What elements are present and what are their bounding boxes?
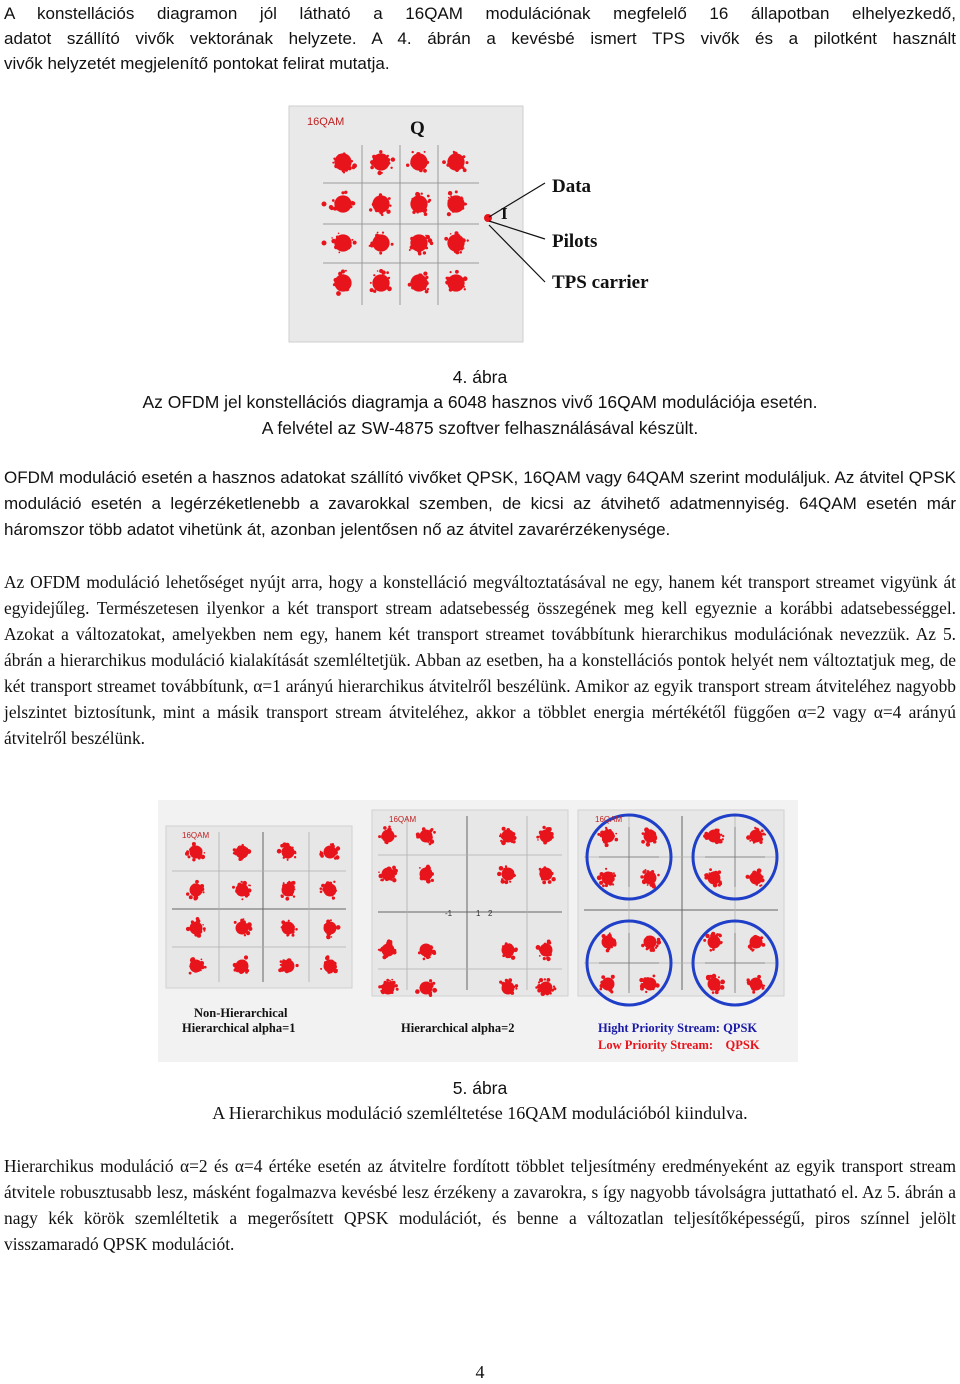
panel-hierarchical-streams	[578, 810, 784, 1005]
tick-label: 1	[476, 909, 481, 918]
tick-label: -1	[445, 909, 453, 918]
page-number: 4	[475, 1362, 485, 1382]
label-hierarchical-alpha-1: Hierarchical alpha=1	[182, 1021, 296, 1035]
panel-non-hierarchical	[166, 826, 352, 988]
intro-line-1: A konstellációs diagramon jól látható a 16QAM modulációnak megfelelő 16 állapotban elhelyezkedő,	[4, 4, 956, 23]
pilot-point	[484, 214, 492, 222]
label-tps-carrier: TPS carrier	[552, 272, 649, 293]
tps-point	[322, 241, 327, 246]
panel-3-corner-label: 16QAM	[595, 815, 623, 824]
figure-5-hierarchical	[158, 800, 798, 1062]
tps-point	[322, 202, 327, 207]
label-data: Data	[552, 176, 592, 197]
panel-2-corner-label: 16QAM	[389, 815, 417, 824]
label-high-priority-stream: Hight Priority Stream: QPSK	[598, 1021, 758, 1035]
figure-4-caption-line-2: A felvétel az SW-4875 szoftver felhasználásával készült.	[261, 418, 699, 438]
label-non-hierarchical: Non-Hierarchical	[194, 1006, 288, 1020]
tick-label: 2	[488, 909, 493, 918]
panel-1-corner-label: 16QAM	[182, 831, 210, 840]
paragraph-robustness: Hierarchikus moduláció α=2 és α=4 értéke esetén az átvitelre fordított többlet teljesítmény eredményeként az egyik transport stream átvitele robusztusabb lesz, másként fogalmazva kevésbé lesz érzékeny a zavarokra, s így nagyobb távolságra juttatható el. Az 5. ábrán a nagy kék körök szemléltetik a megerősített QPSK modulációt, és benne a változatlan teljesítőképességű, piros színnel jelölt visszamaradó QPSK modulációt.	[4, 1156, 956, 1254]
intro-line-2: adatot szállító vivők vektorának helyzete. A 4. ábrán a kevésbé ismert TPS vivők és a pilotként használt	[4, 29, 956, 48]
intro-line-3: vivők helyzetét megjelenítő pontokat felirat mutatja.	[4, 54, 390, 73]
label-low-priority-stream: Low Priority Stream: QPSK	[598, 1038, 760, 1052]
paragraph-modulation: OFDM moduláció esetén a hasznos adatokat szállító vivőket QPSK, 16QAM vagy 64QAM szerint moduláljuk. Az átvitel QPSK moduláció esetén a legérzéketlenebb a zavarokkal szemben, de kicsi az átvihető adatmennyiség. 64QAM esetén már háromszor több adatot vihetünk át, azonban jelentősen nő az átvitel zavarérzékenysége.	[4, 468, 956, 539]
label-pilots: Pilots	[552, 231, 598, 252]
figure-5-caption-text: A Hierarchikus moduláció szemléltetése 16QAM modulációból kiindulva.	[212, 1103, 748, 1123]
figure-4-i-axis: I	[501, 204, 508, 223]
figure-4-q-axis: Q	[410, 118, 425, 139]
figure-5-panels	[166, 810, 784, 1005]
figure-4-caption-number: 4. ábra	[452, 367, 508, 387]
figure-4-caption-line-1: Az OFDM jel konstellációs diagramja a 6048 hasznos vivő 16QAM modulációja esetén.	[142, 392, 818, 412]
figure-4-corner-label: 16QAM	[307, 116, 345, 128]
paragraph-hierarchical: Az OFDM moduláció lehetőséget nyújt arra, hogy a konstelláció megváltoztatásával ne egy, hanem két transport streamet vigyünk át egyidejűleg. Természetesen ilyenkor a két transport stream adatsebesség összegének meg kell egyeznie a korábbi adatsebességgel. Azokat a változatokat, amelyekben nem egy, hanem két transport streamet továbbítunk hierarchikus modulációnak nevezzük. Az 5. ábrán a hierarchikus moduláció kialakítását szemléltetjük. Abban az esetben, ha a konstellációs pontok helyét nem változtatjuk meg, de két transport streamet továbbítunk, α=1 arányú hierarchikus átvitelről beszélünk. Amikor az egyik transport stream átviteléhez nagyobb jelszintet biztosítunk, mint a másik transport stream átviteléhez, akkor a többlet energia mértékétől függően α=2 vagy α=4 arányú átvitelről beszélünk.	[4, 572, 956, 748]
figure-5-caption-number: 5. ábra	[452, 1078, 508, 1098]
label-hierarchical-alpha-2: Hierarchical alpha=2	[401, 1021, 515, 1035]
figure-4-constellation	[283, 100, 683, 352]
panel-alpha-2	[372, 810, 568, 997]
